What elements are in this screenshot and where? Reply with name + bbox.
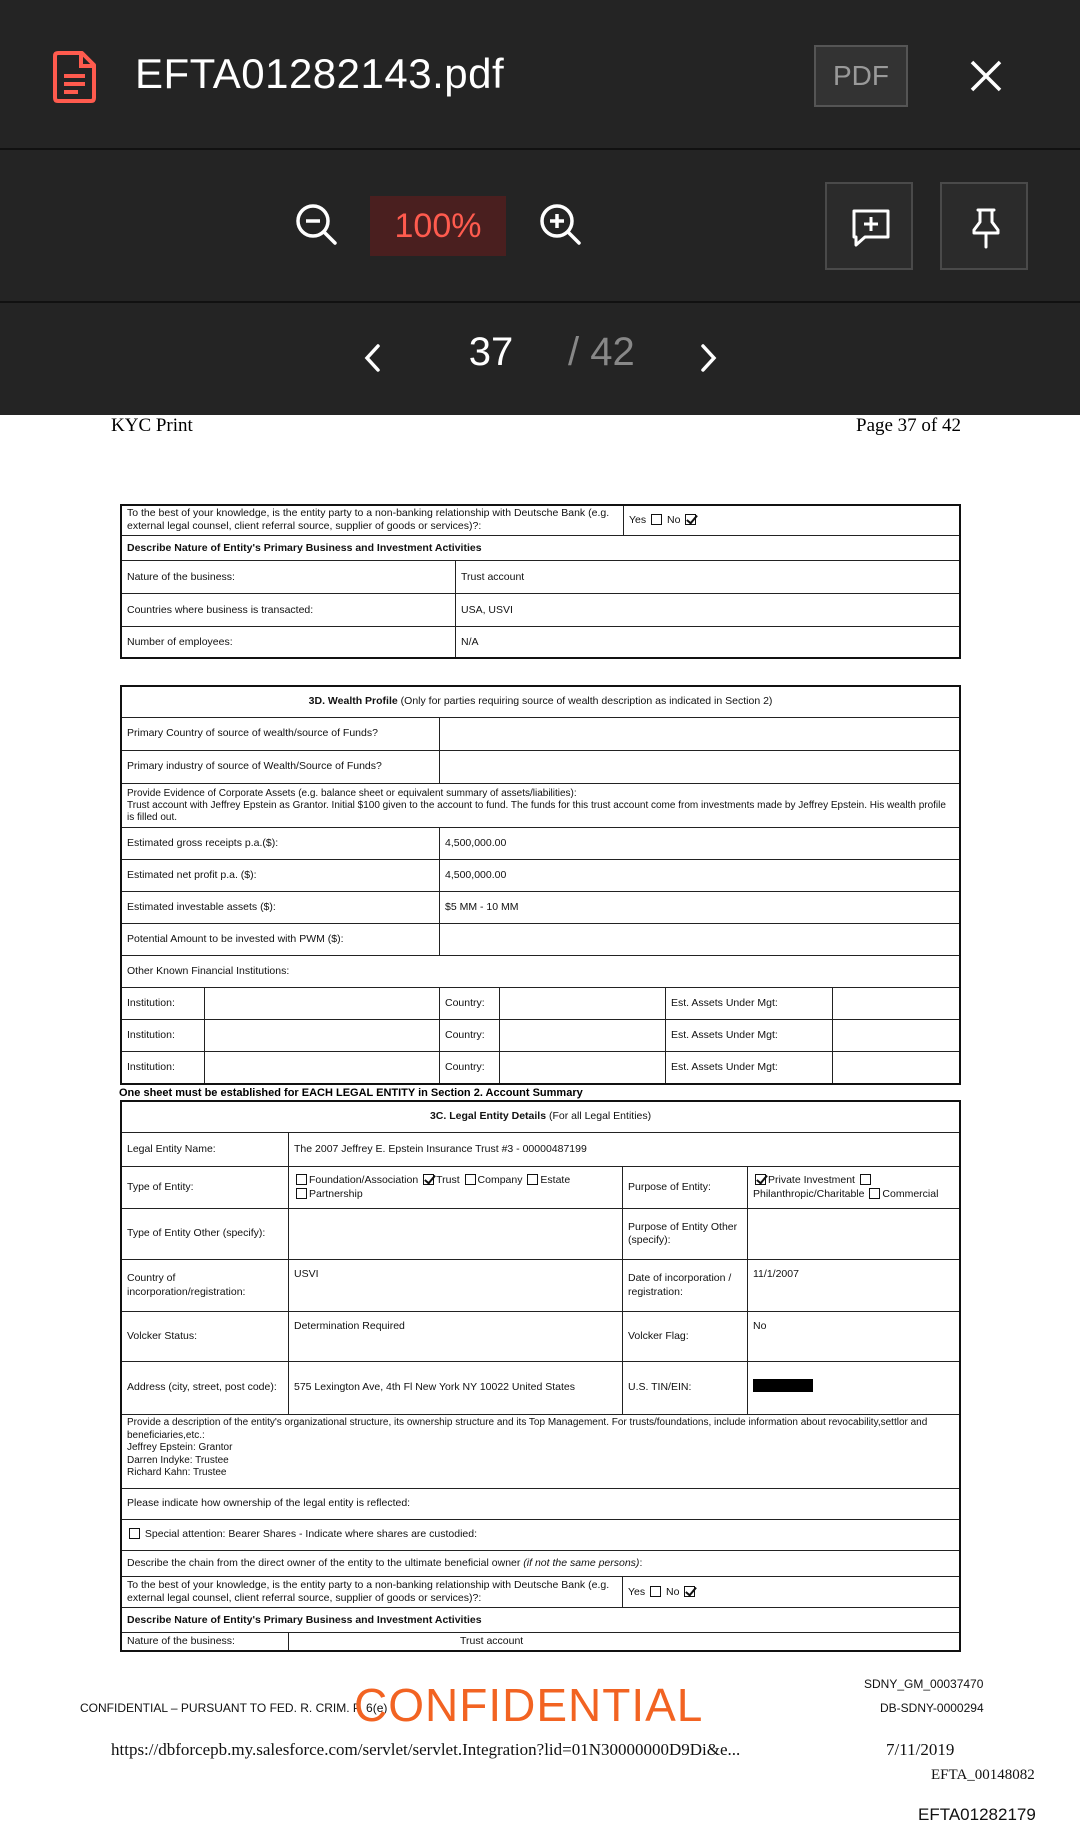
date-label: Date of incorporation / registration: <box>623 1260 748 1312</box>
efta-stamp-2: EFTA01282179 <box>918 1805 1036 1824</box>
zoom-level[interactable]: 100% <box>370 196 506 256</box>
page-label: Page 37 of 42 <box>856 415 962 436</box>
close-icon[interactable] <box>966 56 1006 96</box>
no-checkbox-checked-2[interactable] <box>684 1586 695 1597</box>
private-investment-checkbox-checked[interactable] <box>755 1174 766 1185</box>
tin-label: U.S. TIN/EIN: <box>623 1362 748 1415</box>
chevron-right-icon[interactable] <box>693 340 723 376</box>
confidential-stamp: CONFIDENTIAL <box>354 1679 704 1731</box>
efta-stamp-1: EFTA_00148082 <box>931 1767 1035 1783</box>
nature-value-2: Trust account <box>289 1633 960 1651</box>
title-bar <box>0 0 1080 150</box>
describe-heading: Describe Nature of Entity's Primary Business and Investment Activities <box>122 536 960 561</box>
pin-icon <box>964 206 1008 250</box>
kyc-print-label: KYC Print <box>111 415 193 436</box>
ownership-label: Please indicate how ownership of the legal entity is reflected: <box>122 1489 960 1520</box>
bearer-shares-checkbox[interactable] <box>129 1528 140 1539</box>
one-sheet-note: One sheet must be established for EACH LEGAL ENTITY in Section 2. Account Summary <box>119 1087 583 1099</box>
wealth-profile-table <box>121 686 960 1084</box>
partnership-checkbox[interactable] <box>296 1188 307 1199</box>
confidential-footer: CONFIDENTIAL – PURSUANT TO FED. R. CRIM. P. 6(e) <box>80 1701 388 1715</box>
address-value: 575 Lexington Ave, 4th Fl New York NY 10022 United States <box>289 1362 623 1415</box>
foundation-checkbox[interactable] <box>296 1174 307 1185</box>
nonbank-question-2: To the best of your knowledge, is the entity party to a non-banking relationship with Deutsche Bank (e.g. external legal counsel, client referral source, supplier of goods or services)?: <box>122 1577 623 1608</box>
entity-name-value: The 2007 Jeffrey E. Epstein Insurance Trust #3 - 00000487199 <box>289 1133 960 1167</box>
estate-checkbox[interactable] <box>527 1174 538 1185</box>
legal-entity-table <box>121 1101 960 1651</box>
address-label: Address (city, street, post code): <box>122 1362 289 1415</box>
nonbank-question: To the best of your knowledge, is the entity party to a non-banking relationship with Deutsche Bank (e.g. external legal counsel, client referral source, supplier of goods or services)?: <box>122 505 624 536</box>
current-page-input[interactable]: 37 <box>468 330 514 374</box>
structure-cell: Provide a description of the entity's organizational structure, its ownership structure and its Top Management. For trusts/foundations, include information about revocability,settlor and beneficiaries,etc.: Jeffrey Epstein: Grantor Darren Indyke: Trustee Richard Kahn: Trustee <box>122 1415 960 1489</box>
commercial-checkbox[interactable] <box>869 1188 880 1199</box>
countries-label: Countries where business is transacted: <box>122 594 456 627</box>
describe-heading-2: Describe Nature of Entity's Primary Business and Investment Activities <box>122 1608 960 1633</box>
institution-row: Institution: Country: Est. Assets Under Mgt: <box>122 988 960 1020</box>
employees-value: N/A <box>456 627 960 658</box>
pin-button[interactable] <box>940 182 1028 270</box>
countries-value: USA, USVI <box>456 594 960 627</box>
potential-label: Potential Amount to be invested with PWM ($): <box>122 924 440 956</box>
no-checkbox-checked[interactable] <box>685 514 696 525</box>
institution-row: Institution: Country: Est. Assets Under Mgt: <box>122 1020 960 1052</box>
bearer-shares-row: Special attention: Bearer Shares - Indicate where shares are custodied: <box>122 1520 960 1551</box>
investable-value: $5 MM - 10 MM <box>440 892 960 924</box>
db-sdny-stamp: DB-SDNY-0000294 <box>880 1701 984 1715</box>
source-url: https://dbforcepb.my.salesforce.com/servlet/servlet.Integration?lid=01N30000000D9Di&e... <box>111 1740 741 1759</box>
volcker-flag-value: No <box>748 1312 960 1362</box>
investable-label: Estimated investable assets ($): <box>122 892 440 924</box>
primary-country-label: Primary Country of source of wealth/source of Funds? <box>122 718 440 751</box>
wealth-heading: 3D. Wealth Profile (Only for parties requiring source of wealth description as indicated in Section 2) <box>122 687 960 718</box>
legal-entity-heading: 3C. Legal Entity Details (For all Legal Entities) <box>122 1102 960 1133</box>
add-comment-icon <box>849 206 893 250</box>
file-title: EFTA01282143.pdf <box>135 50 505 97</box>
nonbank-answer: Yes No <box>624 505 960 536</box>
gross-label: Estimated gross receipts p.a.($): <box>122 828 440 860</box>
pdf-page <box>0 415 1080 1827</box>
viewer-header <box>0 0 1080 415</box>
zoom-in-icon[interactable] <box>536 200 584 248</box>
purpose-options: Private Investment Philanthropic/Charitable Commercial <box>748 1167 960 1209</box>
yes-checkbox-2[interactable] <box>650 1586 661 1597</box>
pdf-format-button[interactable]: PDF <box>814 45 908 107</box>
total-pages: / 42 <box>568 330 635 374</box>
zoom-out-icon[interactable] <box>292 200 340 248</box>
nonbank-answer-2: Yes No <box>623 1577 960 1608</box>
volcker-label: Volcker Status: <box>122 1312 289 1362</box>
philanthropic-checkbox[interactable] <box>860 1174 871 1185</box>
evidence-cell: Provide Evidence of Corporate Assets (e.g. balance sheet or equivalent summary of assets/liabilities): Trust account with Jeffrey Epstein as Grantor. Initial $100 given to the account to fund. The funds for this trust account come from investments made by Jeffrey Epstein. His wealth profile is filled out. <box>122 784 960 828</box>
redaction-bar <box>753 1379 813 1392</box>
type-label: Type of Entity: <box>122 1167 289 1209</box>
country-value: USVI <box>289 1260 623 1312</box>
nature-label-2: Nature of the business: <box>122 1633 289 1651</box>
type-other-label: Type of Entity Other (specify): <box>122 1209 289 1260</box>
print-date: 7/11/2019 <box>886 1740 955 1759</box>
purpose-other-label: Purpose of Entity Other (specify): <box>623 1209 748 1260</box>
net-label: Estimated net profit p.a. ($): <box>122 860 440 892</box>
other-fi-label: Other Known Financial Institutions: <box>122 956 960 988</box>
institution-row: Institution: Country: Est. Assets Under Mgt: <box>122 1052 960 1084</box>
add-comment-button[interactable] <box>825 182 913 270</box>
net-value: 4,500,000.00 <box>440 860 960 892</box>
purpose-label: Purpose of Entity: <box>623 1167 748 1209</box>
type-options: Foundation/Association Trust Company Estate Partnership <box>289 1167 623 1209</box>
document-icon <box>52 50 98 104</box>
gross-value: 4,500,000.00 <box>440 828 960 860</box>
company-checkbox[interactable] <box>465 1174 476 1185</box>
date-value: 11/1/2007 <box>748 1260 960 1312</box>
employees-label: Number of employees: <box>122 627 456 658</box>
trust-checkbox-checked[interactable] <box>423 1174 434 1185</box>
business-activities-table <box>121 505 960 658</box>
chevron-left-icon[interactable] <box>358 340 388 376</box>
yes-checkbox[interactable] <box>651 514 662 525</box>
tin-value <box>748 1362 960 1415</box>
volcker-flag-label: Volcker Flag: <box>623 1312 748 1362</box>
nature-label: Nature of the business: <box>122 561 456 594</box>
primary-industry-label: Primary industry of source of Wealth/Source of Funds? <box>122 751 440 784</box>
entity-name-label: Legal Entity Name: <box>122 1133 289 1167</box>
sdny-gm-stamp: SDNY_GM_00037470 <box>864 1677 984 1691</box>
country-label: Country of incorporation/registration: <box>122 1260 289 1312</box>
chain-label: Describe the chain from the direct owner of the entity to the ultimate beneficial owner (if not the same persons): <box>122 1551 960 1577</box>
nature-value: Trust account <box>456 561 960 594</box>
volcker-value: Determination Required <box>289 1312 623 1362</box>
